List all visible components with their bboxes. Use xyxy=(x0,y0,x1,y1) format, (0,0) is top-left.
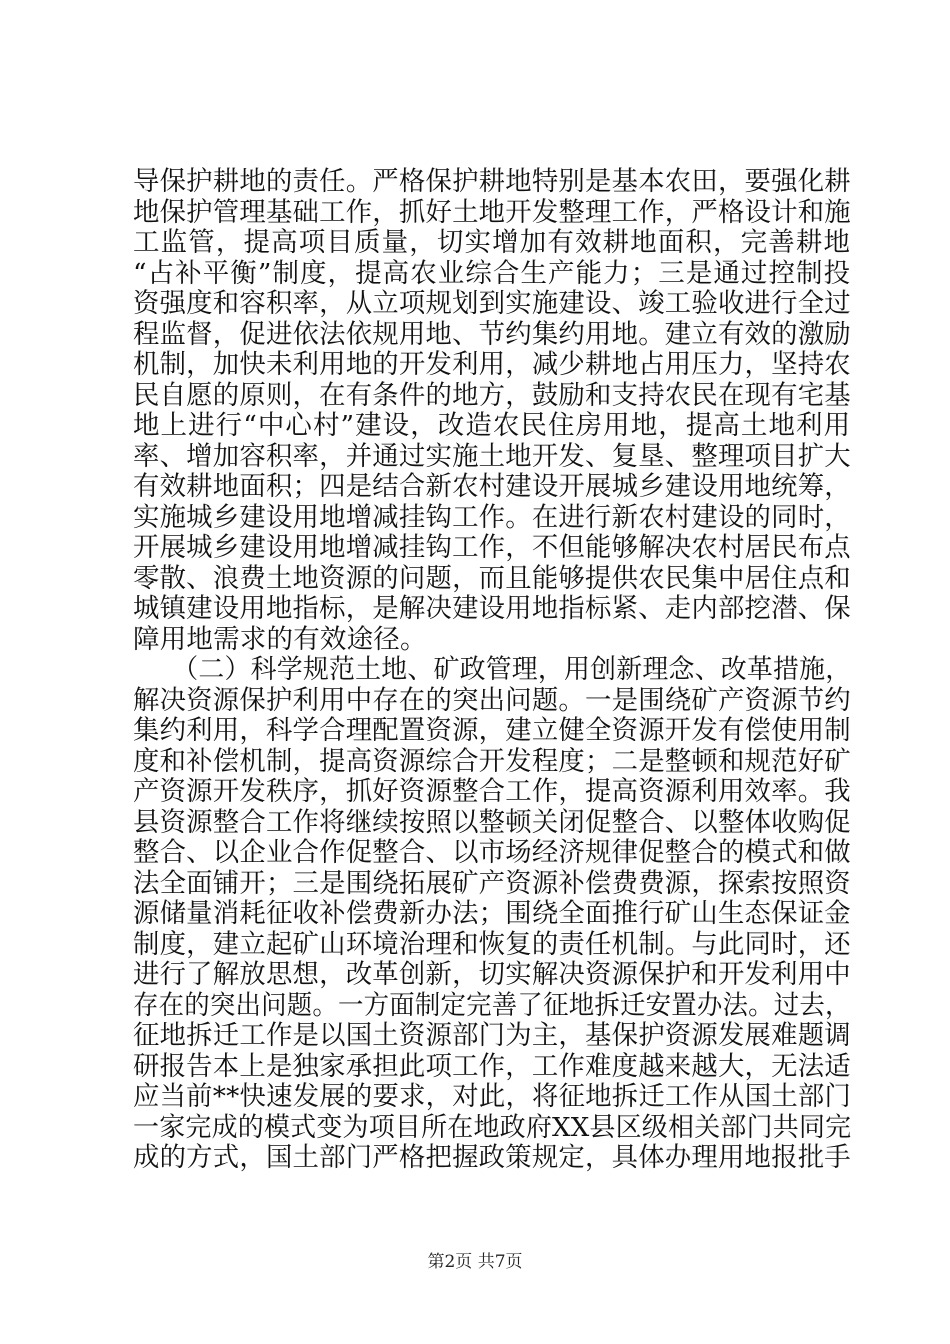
text-line: 县资源整合工作将继续按照以整顿关闭促整合、以整体收购促 xyxy=(133,806,851,838)
text-line: 零散、浪费土地资源的问题，而且能够提供农民集中居住点和 xyxy=(133,562,851,594)
text-line: 障用地需求的有效途径。 xyxy=(133,623,427,655)
text-line: 存在的突出问题。一方面制定完善了征地拆迁安置办法。过去， xyxy=(133,989,851,1021)
text-line: 成的方式，国土部门严格把握政策规定，具体办理用地报批手 xyxy=(133,1142,851,1173)
text-line: 进行了解放思想，改革创新，切实解决资源保护和开发利用中 xyxy=(133,959,851,990)
text-line: 解决资源保护利用中存在的突出问题。一是围绕矿产资源节约 xyxy=(133,684,851,716)
page-footer: 第2页 共7页 xyxy=(427,1252,523,1272)
text-line: 地保护管理基础工作，抓好土地开发整理工作，严格设计和施 xyxy=(133,196,851,228)
text-line: 应当前**快速发展的要求，对此，将征地拆迁工作从国土部门 xyxy=(133,1081,852,1112)
text-line: 产资源开发秩序，抓好资源整合工作，提高资源利用效率。我 xyxy=(133,776,851,807)
text-line: 民自愿的原则，在有条件的地方，鼓励和支持农民在现有宅基 xyxy=(133,379,851,411)
text-line: 导保护耕地的责任。严格保护耕地特别是基本农田，要强化耕 xyxy=(133,166,851,197)
text-line: 率、增加容积率，并通过实施土地开发、复垦、整理项目扩大 xyxy=(133,440,851,472)
text-line: 程监督，促进依法依规用地、节约集约用地。建立有效的激励 xyxy=(133,318,851,350)
text-line: 有效耕地面积；四是结合新农村建设开展城乡建设用地统筹， xyxy=(133,471,851,502)
text-line: 资强度和容积率，从立项规划到实施建设、竣工验收进行全过 xyxy=(133,288,851,319)
text-line: 度和补偿机制，提高资源综合开发程度；二是整顿和规范好矿 xyxy=(133,745,851,777)
text-line: 法全面铺开；三是围绕拓展矿产资源补偿费费源，探索按照资 xyxy=(133,867,851,899)
text-line: 城镇建设用地指标，是解决建设用地指标紧、走内部挖潜、保 xyxy=(133,593,851,624)
text-line: 整合、以企业合作促整合、以市场经济规律促整合的模式和做 xyxy=(133,837,851,868)
text-line: 实施城乡建设用地增减挂钩工作。在进行新农村建设的同时， xyxy=(133,501,851,533)
text-line: 征地拆迁工作是以国土资源部门为主，基保护资源发展难题调 xyxy=(133,1020,851,1051)
text-line: 机制，加快未利用地的开发利用，减少耕地占用压力，坚持农 xyxy=(133,349,851,380)
text-line: （二）科学规范土地、矿政管理，用创新理念、改革措施， xyxy=(133,654,852,685)
body-text xyxy=(133,167,851,1174)
text-line: “占补平衡”制度，提高农业综合生产能力；三是通过控制投 xyxy=(133,257,851,289)
text-line: 开展城乡建设用地增减挂钩工作，不但能够解决农村居民布点 xyxy=(133,532,851,563)
text-line: 集约利用，科学合理配置资源，建立健全资源开发有偿使用制 xyxy=(133,715,851,746)
text-line: 工监管，提高项目质量，切实增加有效耕地面积，完善耕地 xyxy=(133,227,851,258)
text-line: 研报告本上是独家承担此项工作，工作难度越来越大，无法适 xyxy=(133,1050,851,1082)
text-line: 地上进行“中心村”建设，改造农民住房用地，提高土地利用 xyxy=(133,410,851,441)
text-line: 制度，建立起矿山环境治理和恢复的责任机制。与此同时，还 xyxy=(133,928,851,960)
text-line: 源储量消耗征收补偿费新办法；围绕全面推行矿山生态保证金 xyxy=(133,898,851,929)
text-line: 一家完成的模式变为项目所在地政府XX县区级相关部门共同完 xyxy=(133,1111,852,1143)
